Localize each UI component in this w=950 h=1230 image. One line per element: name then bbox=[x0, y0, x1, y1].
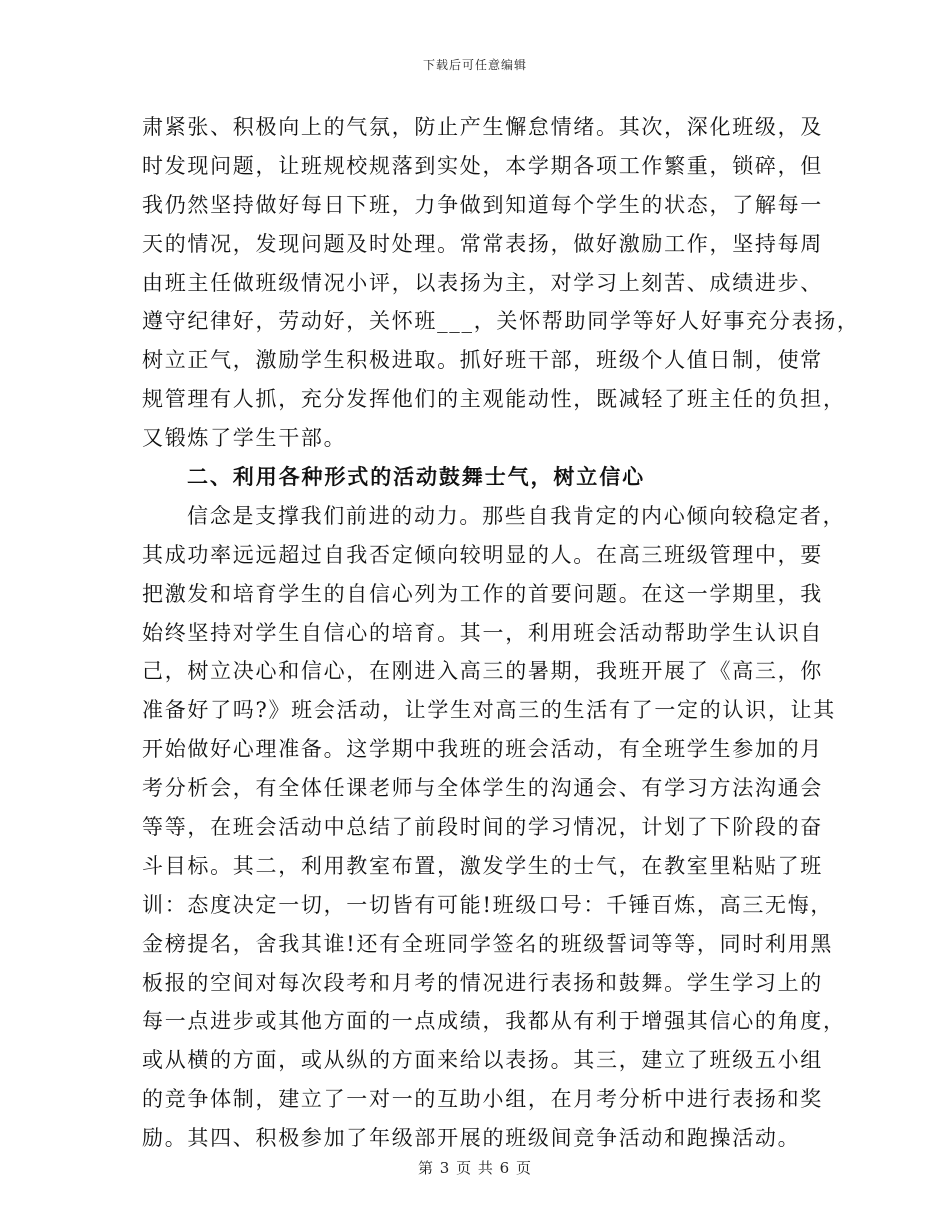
text-line: 的竞争体制，建立了一对一的互助小组，在月考分析中进行表扬和奖 bbox=[142, 1087, 823, 1112]
text-line: 训：态度决定一切，一切皆有可能!班级口号：千锤百炼，高三无悔， bbox=[142, 892, 834, 917]
text-line: 励。其四、积极参加了年级部开展的班级间竞争活动和跑操活动。 bbox=[142, 1126, 801, 1151]
text-line: 肃紧张、积极向上的气氛，防止产生懈怠情绪。其次，深化班级，及 bbox=[142, 115, 823, 139]
section-heading: 二、利用各种形式的活动鼓舞士气，树立信心 bbox=[187, 464, 645, 490]
text-line: 天的情况，发现问题及时处理。常常表扬，做好激励工作，坚持每周 bbox=[142, 231, 823, 256]
text-line: 考分析会，有全体任课老师与全体学生的沟通会、有学习方法沟通会 bbox=[142, 776, 823, 801]
text-line: 时发现问题，让班规校规落到实处，本学期各项工作繁重，锁碎，但 bbox=[142, 153, 823, 178]
paragraph-first-line: 信念是支撑我们前进的动力。那些自我肯定的内心倾向较稳定者， bbox=[187, 503, 846, 528]
text-line: 板报的空间对每次段考和月考的情况进行表扬和鼓舞。学生学习上的 bbox=[142, 970, 823, 995]
text-line: 始终坚持对学生自信心的培育。其一，利用班会活动帮助学生认识自 bbox=[142, 620, 823, 645]
text-line: 遵守纪律好，劳动好，关怀班___，关怀帮助同学等好人好事充分表扬， bbox=[142, 309, 860, 334]
text-line: 金榜提名，舍我其谁!还有全班同学签名的班级誓词等等，同时利用黑 bbox=[142, 931, 834, 956]
text-line: 树立正气，激励学生积极进取。抓好班干部，班级个人值日制，使常 bbox=[142, 348, 823, 373]
text-line: 每一点进步或其他方面的一点成绩，我都从有利于增强其信心的角度， bbox=[142, 1009, 846, 1034]
text-line: 或从横的方面，或从纵的方面来给以表扬。其三，建立了班级五小组 bbox=[142, 1048, 823, 1073]
text-line: 斗目标。其二，利用教室布置，激发学生的士气，在教室里粘贴了班 bbox=[142, 853, 823, 878]
page-header: 下载后可任意编辑 bbox=[422, 58, 527, 72]
text-line: 等等，在班会活动中总结了前段时间的学习情况，计划了下阶段的奋 bbox=[142, 815, 823, 840]
text-line: 己，树立决心和信心，在刚进入高三的暑期，我班开展了《高三，你 bbox=[142, 659, 823, 684]
text-line: 又锻炼了学生干部。 bbox=[142, 426, 347, 451]
text-line: 准备好了吗?》班会活动，让学生对高三的生活有了一定的认识，让其 bbox=[142, 698, 836, 723]
text-line: 规管理有人抓，充分发挥他们的主观能动性，既减轻了班主任的负担， bbox=[142, 387, 846, 412]
text-line: 把激发和培育学生的自信心列为工作的首要问题。在这一学期里，我 bbox=[142, 581, 823, 606]
text-line: 开始做好心理准备。这学期中我班的班会活动，有全班学生参加的月 bbox=[142, 737, 823, 762]
text-line: 我仍然坚持做好每日下班，力争做到知道每个学生的状态，了解每一 bbox=[142, 192, 823, 217]
body-text bbox=[142, 108, 860, 1158]
page-number: 第 3 页 共 6 页 bbox=[418, 1159, 532, 1177]
text-line: 其成功率远远超过自我否定倾向较明显的人。在高三班级管理中，要 bbox=[142, 542, 823, 567]
text-line: 由班主任做班级情况小评，以表扬为主，对学习上刻苦、成绩进步、 bbox=[142, 270, 823, 295]
